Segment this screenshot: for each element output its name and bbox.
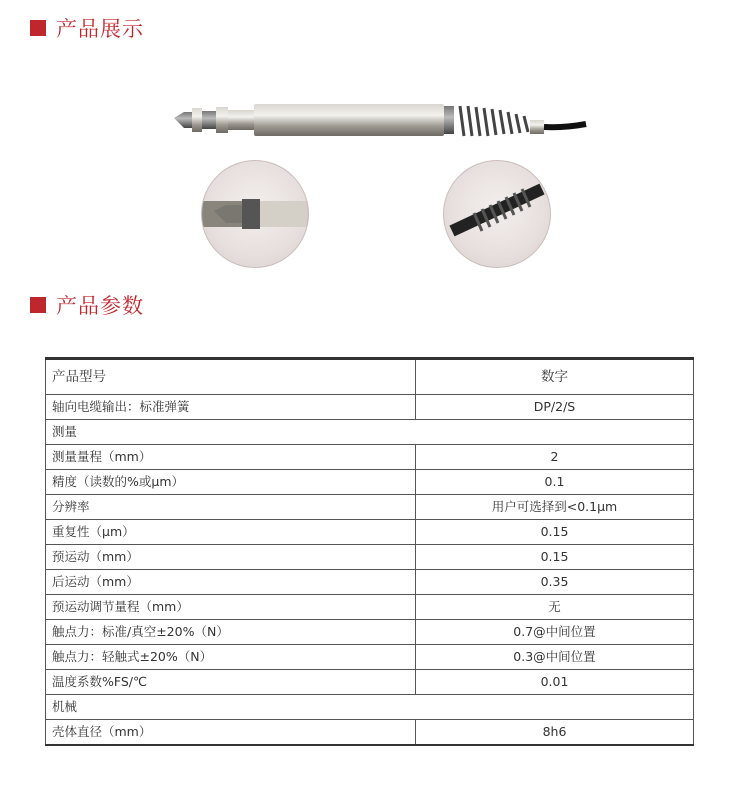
row-value: 8h6 — [416, 720, 694, 746]
row-label: 壳体直径（mm） — [46, 720, 416, 746]
row-label: 预运动（mm） — [46, 545, 416, 570]
header-value-cell: 数字 — [416, 359, 694, 395]
section-title-text: 产品参数 — [56, 294, 144, 318]
section-title-text: 产品展示 — [56, 17, 144, 41]
probe-product-image — [170, 84, 590, 164]
table-row — [46, 470, 694, 495]
row-label: 触点力：标准/真空±20%（N） — [46, 620, 416, 645]
row-value: 0.15 — [416, 545, 694, 570]
table-row — [46, 570, 694, 595]
row-label: 重复性（μm） — [46, 520, 416, 545]
table-row — [46, 495, 694, 520]
row-value: 0.35 — [416, 570, 694, 595]
table-row — [46, 620, 694, 645]
section-title-params — [30, 290, 144, 320]
section-title-display — [30, 13, 144, 43]
row-value: 2 — [416, 445, 694, 470]
row-value: DP/2/S — [416, 395, 694, 420]
row-label: 测量量程（mm） — [46, 445, 416, 470]
table-row — [46, 595, 694, 620]
title-square-icon — [30, 20, 46, 36]
row-label: 后运动（mm） — [46, 570, 416, 595]
table-row — [46, 645, 694, 670]
row-label: 分辨率 — [46, 495, 416, 520]
table-row — [46, 395, 694, 420]
table-row — [46, 720, 694, 746]
row-value: 0.7@中间位置 — [416, 620, 694, 645]
row-value: 0.3@中间位置 — [416, 645, 694, 670]
table-row — [46, 545, 694, 570]
group-label: 测量 — [46, 420, 694, 445]
row-label: 轴向电缆输出：标准弹簧 — [46, 395, 416, 420]
row-value: 用户可选择到<0.1μm — [416, 495, 694, 520]
row-label: 温度系数%FS/℃ — [46, 670, 416, 695]
group-label: 机械 — [46, 695, 694, 720]
header-label-cell: 产品型号 — [46, 359, 416, 395]
row-value: 0.01 — [416, 670, 694, 695]
product-params-table — [45, 357, 694, 746]
probe-spring-detail-image — [443, 160, 551, 268]
row-label: 触点力：轻触式±20%（N） — [46, 645, 416, 670]
row-value: 0.1 — [416, 470, 694, 495]
table-group-row — [46, 420, 694, 445]
row-label: 预运动调节量程（mm） — [46, 595, 416, 620]
table-row — [46, 520, 694, 545]
table-row — [46, 445, 694, 470]
probe-tip-detail-image — [201, 160, 309, 268]
row-label: 精度（读数的%或μm） — [46, 470, 416, 495]
table-group-row — [46, 695, 694, 720]
row-value: 0.15 — [416, 520, 694, 545]
table-row — [46, 670, 694, 695]
table-header-row — [46, 359, 694, 395]
title-square-icon — [30, 297, 46, 313]
row-value: 无 — [416, 595, 694, 620]
